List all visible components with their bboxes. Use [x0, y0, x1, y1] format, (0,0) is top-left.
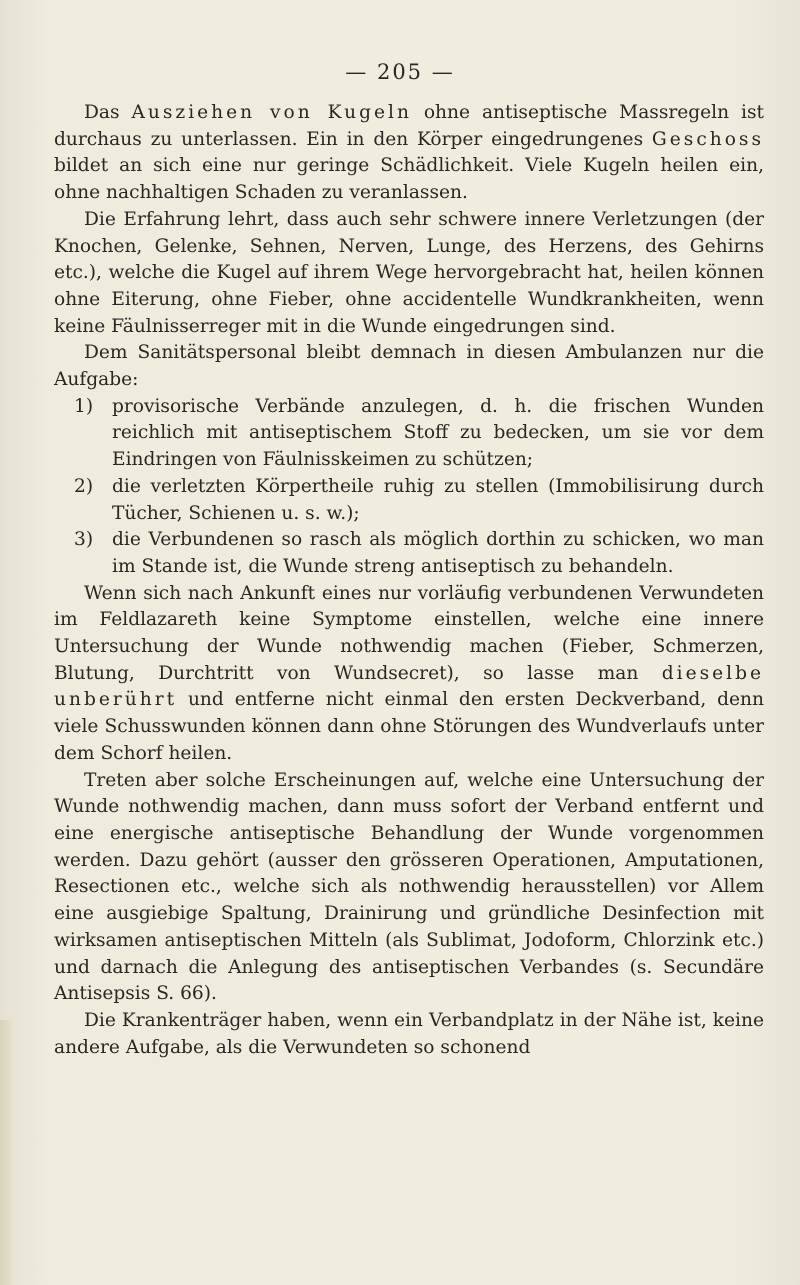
text-run: durch Tücher, Schienen u. s. w.);	[112, 475, 764, 524]
text-run: bildet an sich eine nur geringe Schädlichkeit. Viele Kugeln heilen ein, ohne nachhaltigen Schaden zu veranlassen.	[54, 155, 764, 204]
text-run: anzulegen, d. h. die frischen Wunden reichlich mit antiseptischem Stoff zu bedecken, um sie vor dem Eindringen von Fäulnisskeimen zu schützen;	[112, 395, 765, 471]
text-run: die Verbundenen so rasch als möglich dorthin zu schicken, wo man im Stande ist, die Wunde streng antiseptisch zu behandeln.	[112, 529, 764, 577]
list-number: 2)	[74, 475, 94, 497]
spaced-emphasis: Ausziehen von Kugeln	[131, 102, 412, 123]
text-run: die verletzten Körpertheile ruhig zu stellen (	[112, 475, 556, 497]
text-run: Das	[84, 102, 132, 123]
numbered-list	[54, 394, 764, 581]
page-number: — 205 —	[345, 60, 455, 84]
list-item	[54, 527, 764, 580]
paragraph-5: Treten aber solche Erscheinungen auf, welche eine Untersuchung der Wunde nothwendig machen, dann muss sofort der Verband entfernt und eine energische antiseptische Behandlung der Wunde vorgenommen werden. Dazu gehört (ausser den grösseren Operationen, Amputationen, Resectionen etc., welche sich als nothwendig herausstellen) vor Allem eine ausgiebige Spaltung, Drainirung und gründliche Desinfection mit wirksamen antiseptischen Mitteln (als Sublimat, Jodoform, Chlorzink etc.) und darnach die Anlegung des antiseptischen Verbandes (s. Secundäre Antisepsis S. 66).	[54, 769, 764, 1005]
paragraph-3: Dem Sanitätspersonal bleibt demnach in diesen Ambulanzen nur die Aufgabe:	[54, 342, 764, 391]
text-run: ohne antiseptische Massregeln ist durchaus zu unterlassen. Ein in den Körper eingedrungenes	[54, 102, 764, 150]
spaced-emphasis: provisorische Verbände	[112, 395, 345, 417]
paragraph-6: Die Krankenträger haben, wenn ein Verbandplatz in der Nähe ist, keine andere Aufgabe, als die Verwundeten so schonend	[54, 1009, 764, 1058]
list-item	[54, 394, 764, 474]
paragraph-4	[54, 581, 764, 768]
list-item	[54, 474, 764, 527]
spaced-emphasis: Geschoss	[651, 128, 764, 150]
page-edge-shadow	[0, 1020, 12, 1285]
spaced-emphasis: dieselbe unberührt	[54, 662, 764, 711]
text-run: und entferne nicht einmal den ersten Deckverband, denn viele Schusswunden können dann ohne Störungen des Wundverlaufs unter dem Schorf heilen.	[54, 689, 764, 764]
spaced-emphasis: Immobilisirung	[555, 475, 700, 497]
body-text	[54, 100, 764, 1061]
list-number: 1)	[74, 395, 94, 417]
paragraph-1	[54, 100, 764, 207]
list-number: 3)	[74, 529, 94, 551]
text-run: Wenn sich nach Ankunft eines nur vorläufig verbundenen Verwundeten im Feldlazareth keine Symptome einstellen, welche eine innere Untersuchung der Wunde nothwendig machen (Fieber, Schmerzen, Blutung, Durchtritt von Wundsecret), so lasse man	[54, 582, 764, 684]
paragraph-2: Die Erfahrung lehrt, dass auch sehr schwere innere Verletzungen (der Knochen, Gelenke, Sehnen, Nerven, Lunge, des Herzens, des Gehirns etc.), welche die Kugel auf ihrem Wege hervorgebracht hat, heilen können ohne Eiterung, ohne Fieber, ohne accidentelle Wundkrankheiten, wenn keine Fäulnisserreger mit in die Wunde eingedrungen sind.	[54, 208, 764, 337]
